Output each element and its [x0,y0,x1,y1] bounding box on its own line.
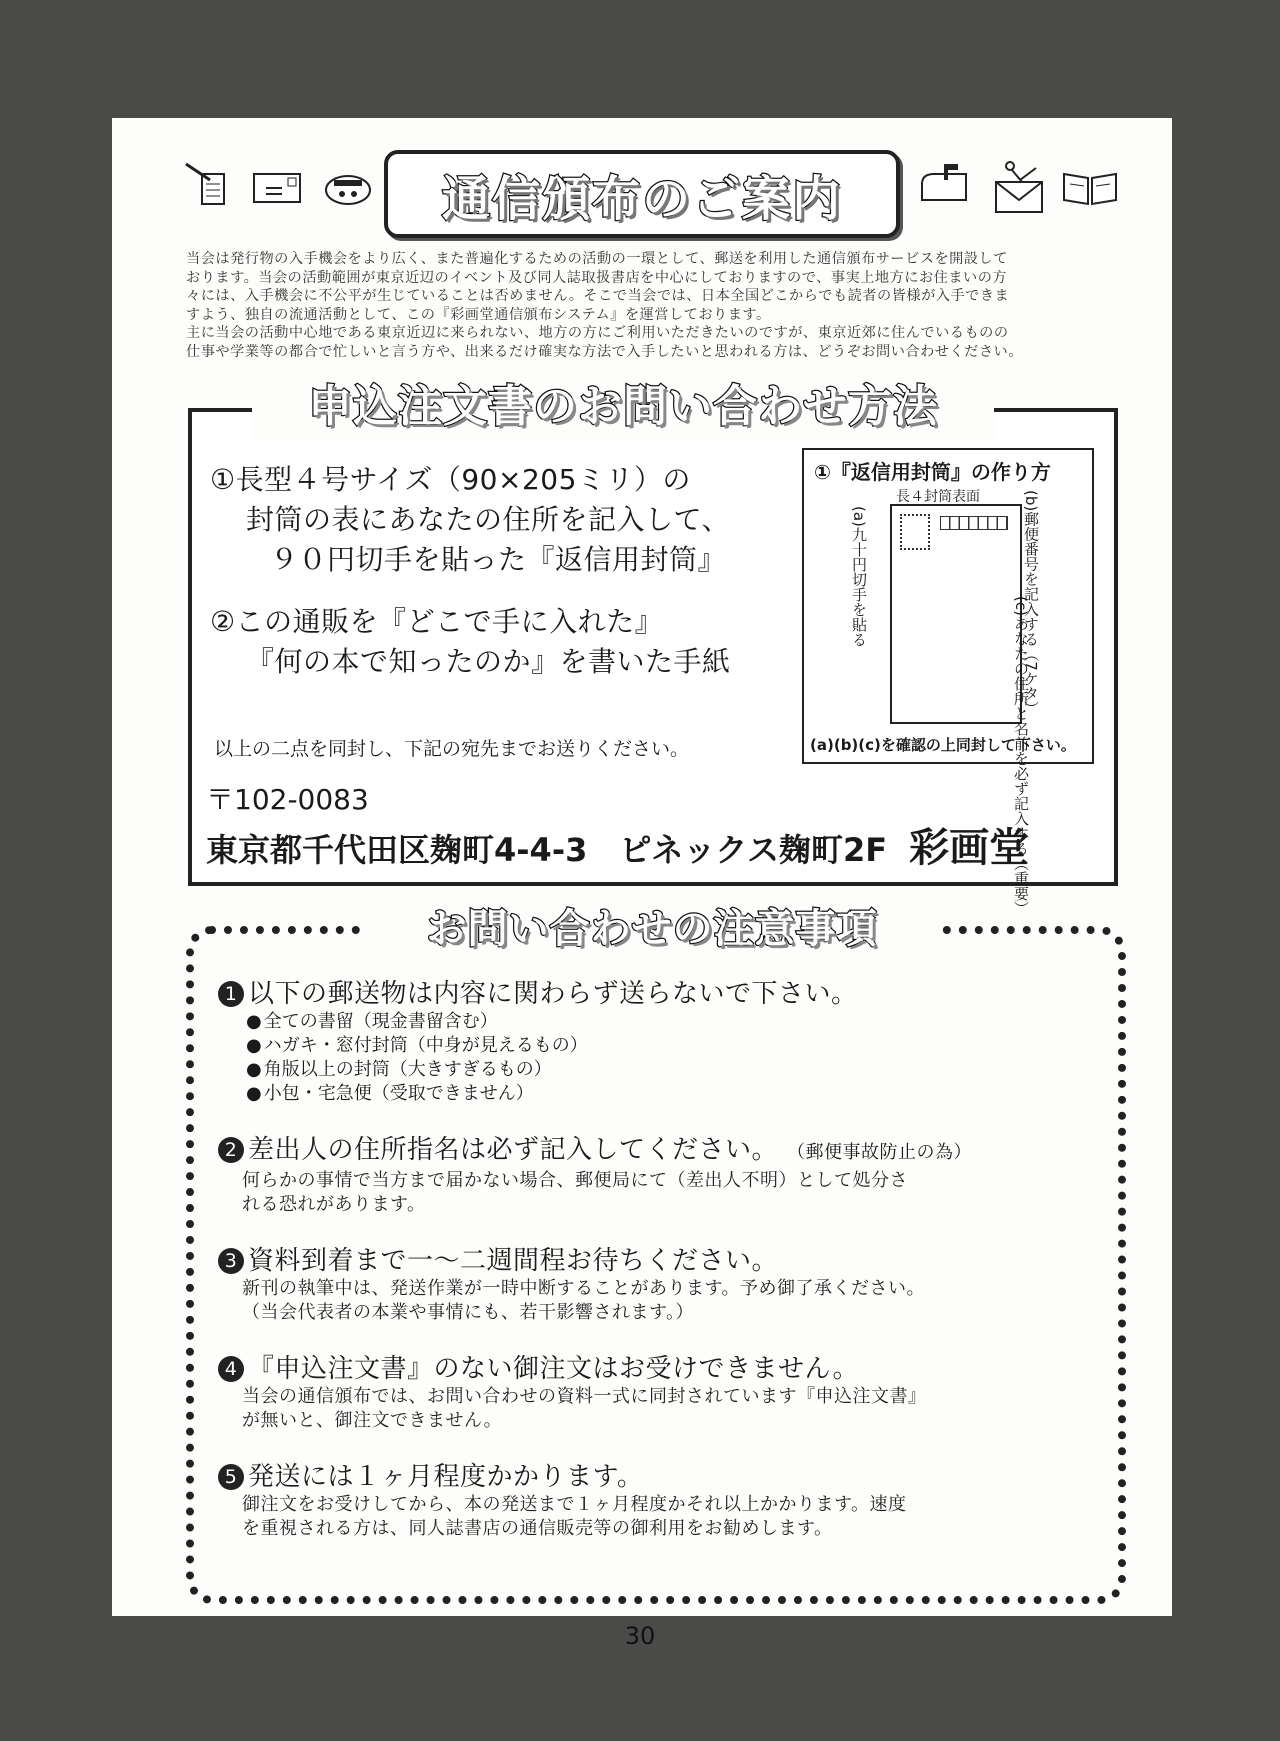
stamp-placeholder [900,514,930,550]
label-c: (c)あなたの住所と名前を必ず記入する（重要） [1012,596,1030,916]
scissors-envelope-icon [992,160,1040,212]
header [184,148,1114,226]
intro-line: 仕事や学業等の都合で忙しいと言う方や、出来るだけ確実な方法で入手したいと思われる方は、どうぞお問い合わせください。 [186,343,1023,360]
inquiry-method-heading: 申込注文書のお問い合わせ方法 [252,374,994,440]
notices-section [186,906,1126,1604]
pen-writing-icon [184,160,232,212]
intro-line: おります。当会の活動範囲が東京近辺のイベント及び同人誌取扱書店を中心にしておりますので、事実上地方にお住まいの方 [186,269,1008,286]
postal-code: 〒102-0083 [206,783,369,816]
notice-item: 3 資料到着まで一～二週間程お待ちください。 新刊の執筆中は、発送作業が一時中断することがあります。予め御了承ください。 （当会代表者の本業や事情にも、若干影響されます。） [218,1245,1088,1325]
notices-heading: お問い合わせの注意事項 [366,900,938,958]
document-page [112,118,1172,1616]
notice-item: 1 以下の郵送物は内容に関わらず送らないで下さい。 ● 全ての書留（現金書留含む） ● ハガキ・窓付封筒（中身が見えるもの） ● 角版以上の封筒（大きすぎるもの） ● 小包・宅急便（受取できません） [218,978,1088,1106]
label-a: (a)九十円切手を貼る [850,506,868,647]
open-book-icon [1060,160,1108,212]
bullet-item: ● 小包・宅急便（受取できません） [246,1082,1088,1106]
notice-item: 2 差出人の住所指名は必ず記入してください。 （郵便事故防止の為） 何らかの事情で当方まで届かない場合、郵便局にて（差出人不明）として処分さ れる恐れがあります。 [218,1134,1088,1217]
notices-list [218,978,1088,1569]
enclose-note: 以上の二点を同封し、下記の宛先までお送りください。 [214,738,690,760]
postman-icon [322,160,370,212]
intro-line: 当会は発行物の入手機会をより広く、また普遍化するための活動の一環として、郵送を利用した通信頒布サービスを開設して [186,251,1008,267]
bullet-item: ● ハガキ・窓付封筒（中身が見えるもの） [246,1034,1088,1058]
requirement-return-envelope: ①長型４号サイズ（90×205ミリ）の 封筒の表にあなたの住所を記入して、 ９０円切手を貼った『返信用封筒』 [210,463,730,576]
bullet-item: ● 全ての書留（現金書留含む） [246,1010,1088,1034]
zip-code-boxes [940,516,1008,530]
notice-item: 4 『申込注文書』のない御注文はお受けできません。 当会の通信頒布では、お問い合わせの資料一式に同封されています『申込注文書』 が無いと、御注文できません。 [218,1353,1088,1433]
envelope-footer: (a)(b)(c)を確認の上同封して下さい。 [810,736,1076,754]
company-name: 彩画堂 [909,825,1030,871]
mailing-address: 東京都千代田区麹町4-4-3 ピネックス麹町2F 彩画堂 [206,825,1030,871]
intro-line: 主に当会の活動中心地である東京近辺に来られない、地方の方にご利用いただきたいのですが、東京近郊に住んでいるものの [186,325,1009,341]
intro-line: 々には、入手機会に不公平が生じていることは否めません。そこで当会では、日本全国どこからでも読者の皆様が入手できま [186,288,1010,304]
intro-text [186,250,1106,361]
intro-line: すよう、独自の流通活動として、この『彩画堂通信頒布システム』を運営しております。 [186,306,771,323]
inquiry-method-section [188,381,1118,916]
label-b: (b)郵便番号を記入する（7ケタ） [1022,490,1040,716]
envelope-diagram: ①『返信用封筒』の作り方 長４封筒表面 (c)あなたの住所と名前を必ず記入する（重要） (a)九十円切手を貼る (b)郵便番号を記入する（7ケタ） (a)(b)(c)を確認の上同封して下さい。 [802,448,1094,764]
mailbox-icon [916,160,964,212]
bullet-item: ● 角版以上の封筒（大きすぎるもの） [246,1058,1088,1082]
page-title: 通信頒布のご案内 [384,150,900,238]
page-number: 30 [624,1622,656,1650]
notice-item: 5 発送には１ヶ月程度かかります。 御注文をお受けしてから、本の発送まで１ヶ月程度かそれ以上かかります。速度 を重視される方は、同人誌書店の通信販売等の御利用をお勧めします。 [218,1461,1088,1541]
requirement-letter: ②この通販を『どこで手に入れた』 『何の本で知ったのか』を書いた手紙 [210,605,731,678]
envelope-front-icon [252,160,300,212]
